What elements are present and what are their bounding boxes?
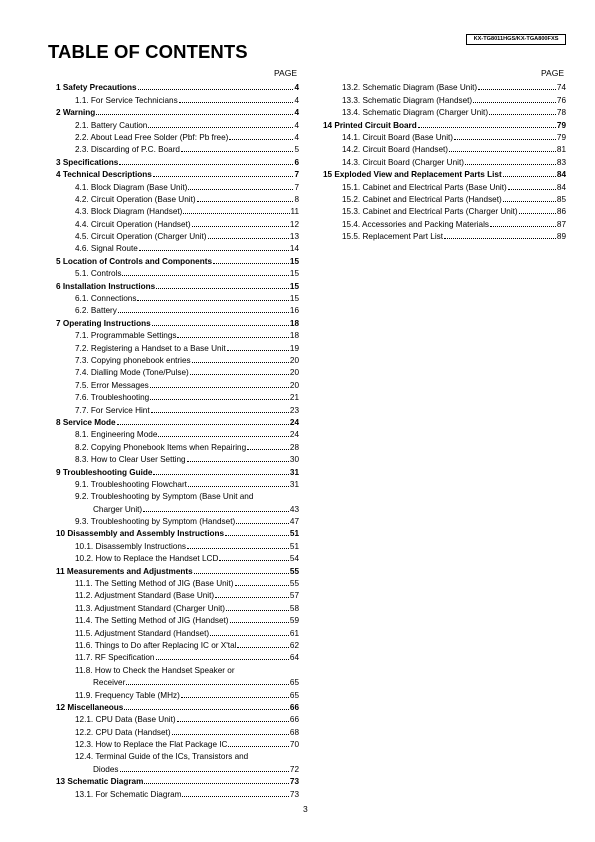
dot-leader [187, 548, 289, 549]
toc-entry-label: Receiver [93, 678, 126, 688]
dot-leader [444, 238, 556, 239]
dot-leader [229, 139, 293, 140]
toc-entry-continuation[interactable] [56, 502, 299, 514]
toc-entry-page: 51 [289, 529, 299, 539]
dot-leader [226, 610, 289, 611]
dot-leader [139, 250, 289, 251]
dot-leader [503, 201, 556, 202]
toc-entry-page: 4 [294, 108, 299, 118]
toc-subsection-entry[interactable] [56, 131, 299, 143]
toc-subsection-entry[interactable] [56, 663, 299, 675]
toc-entry-label: 9.2. Troubleshooting by Symptom (Base Unit and [75, 492, 254, 502]
dot-leader [490, 226, 556, 227]
toc-subsection-entry[interactable] [56, 205, 299, 217]
toc-entry-label: 11.3. Adjustment Standard (Charger Unit) [75, 603, 226, 613]
toc-entry-page: 23 [289, 405, 299, 415]
dot-leader [117, 424, 289, 425]
toc-entry-label: 7.3. Copying phonebook entries [75, 355, 191, 365]
toc-entry-page: 55 [289, 579, 299, 589]
toc-entry-label: 4.2. Circuit Operation (Base Unit) [75, 194, 196, 204]
toc-entry-page: 74 [556, 83, 566, 93]
toc-section-entry[interactable] [323, 118, 566, 130]
dot-leader [153, 474, 288, 475]
toc-subsection-entry[interactable] [323, 106, 566, 118]
toc-section-entry[interactable] [56, 81, 299, 93]
toc-entry-label: 11.8. How to Check the Handset Speaker or [75, 665, 235, 675]
toc-section-entry[interactable] [56, 106, 299, 118]
dot-leader [190, 374, 289, 375]
toc-entry-label: 12.3. How to Replace the Flat Package IC [75, 740, 228, 750]
dot-leader [126, 684, 289, 685]
dot-leader [148, 127, 293, 128]
toc-subsection-entry[interactable] [56, 614, 299, 626]
toc-entry-label: 10.2. How to Replace the Handset LCD [75, 554, 219, 564]
toc-subsection-entry[interactable] [56, 589, 299, 601]
toc-entry-label: 6 Installation Instructions [56, 281, 156, 291]
toc-section-entry[interactable] [56, 254, 299, 266]
toc-entry-page: 73 [289, 777, 299, 787]
toc-entry-label: 13.1. For Schematic Diagram [75, 789, 182, 799]
toc-subsection-entry[interactable] [56, 180, 299, 192]
dot-leader [182, 796, 288, 797]
toc-entry-label: 8.2. Copying Phonebook Items when Repairing [75, 442, 247, 452]
toc-entry-label: Diodes [93, 764, 119, 774]
toc-subsection-entry[interactable] [323, 143, 566, 155]
toc-subsection-entry[interactable] [56, 639, 299, 651]
toc-section-entry[interactable] [56, 168, 299, 180]
toc-entry-label: 5 Location of Controls and Components [56, 256, 213, 266]
dot-leader [503, 176, 556, 177]
toc-entry-page: 64 [289, 653, 299, 663]
page-number: 3 [303, 804, 308, 814]
dot-leader [192, 362, 289, 363]
toc-entry-page: 6 [294, 157, 299, 167]
toc-entry-page: 81 [556, 145, 566, 155]
dot-leader [172, 734, 289, 735]
toc-subsection-entry[interactable] [56, 552, 299, 564]
toc-subsection-entry[interactable] [56, 267, 299, 279]
toc-subsection-entry[interactable] [56, 750, 299, 762]
toc-subsection-entry[interactable] [56, 440, 299, 452]
toc-entry-label: 11.7. RF Specification [75, 653, 155, 663]
toc-entry-label: 3 Specifications [56, 157, 119, 167]
toc-entry-page: 65 [289, 690, 299, 700]
toc-entry-page: 65 [289, 678, 299, 688]
toc-column-left [56, 81, 299, 800]
dot-leader [118, 312, 289, 313]
dot-leader [247, 449, 289, 450]
dot-leader [153, 176, 294, 177]
toc-subsection-entry[interactable] [323, 205, 566, 217]
toc-entry-label: 15.5. Replacement Part List [342, 232, 444, 242]
toc-entry-label: 7.1. Programmable Settings [75, 331, 177, 341]
dot-leader [215, 597, 289, 598]
toc-entry-label: 8 Service Mode [56, 417, 116, 427]
toc-subsection-entry[interactable] [56, 688, 299, 700]
toc-entry-page: 66 [289, 702, 299, 712]
toc-entry-page: 68 [289, 727, 299, 737]
dot-leader [508, 189, 556, 190]
dot-leader [227, 350, 289, 351]
dot-leader [519, 213, 556, 214]
toc-entry-label: 11.4. The Setting Method of JIG (Handset) [75, 616, 229, 626]
toc-entry-page: 16 [289, 306, 299, 316]
toc-entry-page: 78 [556, 108, 566, 118]
toc-subsection-entry[interactable] [56, 292, 299, 304]
dot-leader [119, 164, 293, 165]
toc-entry-page: 61 [289, 628, 299, 638]
dot-leader [137, 300, 288, 301]
toc-section-entry[interactable] [56, 416, 299, 428]
toc-entry-page: 8 [294, 194, 299, 204]
toc-subsection-entry[interactable] [323, 193, 566, 205]
dot-leader [152, 325, 289, 326]
toc-entry-page: 79 [556, 132, 566, 142]
toc-entry-page: 85 [556, 194, 566, 204]
toc-entry-page: 11 [290, 207, 299, 217]
dot-leader [138, 89, 294, 90]
dot-leader [188, 189, 293, 190]
toc-entry-page: 15 [289, 281, 299, 291]
toc-subsection-entry[interactable] [56, 366, 299, 378]
dot-leader [158, 436, 289, 437]
toc-entry-label: 2.3. Discarding of P.C. Board [75, 145, 180, 155]
toc-entry-page: 15 [289, 269, 299, 279]
toc-entry-label: 1.1. For Service Technicians [75, 95, 178, 105]
toc-entry-page: 15 [289, 256, 299, 266]
toc-entry-page: 4 [294, 120, 299, 130]
toc-subsection-entry[interactable] [323, 93, 566, 105]
toc-entry-label: 4.5. Circuit Operation (Charger Unit) [75, 232, 207, 242]
toc-section-entry[interactable] [56, 527, 299, 539]
toc-subsection-entry[interactable] [56, 242, 299, 254]
toc-entry-label: 11.2. Adjustment Standard (Base Unit) [75, 591, 215, 601]
toc-entry-label: 13 Schematic Diagram [56, 777, 144, 787]
toc-entry-page: 30 [289, 455, 299, 465]
toc-entry-label: 4.1. Block Diagram (Base Unit) [75, 182, 188, 192]
toc-entry-page: 87 [556, 219, 566, 229]
toc-entry-page: 51 [289, 541, 299, 551]
dot-leader [187, 461, 289, 462]
toc-subsection-entry[interactable] [323, 217, 566, 229]
dot-leader [235, 585, 289, 586]
toc-entry-page: 84 [556, 170, 566, 180]
toc-entry-label: 2.2. About Lead Free Solder (Pbf: Pb free) [75, 132, 229, 142]
toc-entry-label: 11.6. Things to Do after Replacing IC or X'tal [75, 640, 237, 650]
toc-entry-page: 70 [289, 740, 299, 750]
toc-entry-label: 6.2. Battery [75, 306, 117, 316]
toc-subsection-entry[interactable] [56, 230, 299, 242]
page-title: TABLE OF CONTENTS [48, 41, 248, 62]
toc-entry-page: 84 [556, 182, 566, 192]
toc-entry-page: 12 [289, 219, 299, 229]
toc-entry-page: 76 [556, 95, 566, 105]
dot-leader [478, 89, 556, 90]
toc-subsection-entry[interactable] [56, 490, 299, 502]
toc-entry-label: 7 Operating Instructions [56, 318, 151, 328]
dot-leader [489, 114, 556, 115]
toc-entry-page: 28 [289, 442, 299, 452]
page-column-header-left: PAGE [274, 68, 297, 78]
toc-subsection-entry[interactable] [323, 155, 566, 167]
toc-entry-page: 4 [294, 95, 299, 105]
toc-section-entry[interactable] [56, 316, 299, 328]
toc-subsection-entry[interactable] [56, 539, 299, 551]
toc-entry-page: 86 [556, 207, 566, 217]
toc-subsection-entry[interactable] [56, 626, 299, 638]
toc-entry-label: 10.1. Disassembly Instructions [75, 541, 187, 551]
toc-entry-label: 7.6. Troubleshooting [75, 393, 150, 403]
dot-leader [454, 139, 556, 140]
dot-leader [120, 771, 289, 772]
toc-entry-page: 47 [289, 517, 299, 527]
toc-entry-page: 83 [556, 157, 566, 167]
toc-subsection-entry[interactable] [56, 713, 299, 725]
toc-subsection-entry[interactable] [56, 391, 299, 403]
dot-leader [181, 697, 289, 698]
toc-entry-label: 13.2. Schematic Diagram (Base Unit) [342, 83, 478, 93]
model-number-box: KX-TG8011HGS/KX-TGA800FXS [466, 34, 566, 45]
toc-entry-page: 79 [556, 120, 566, 130]
toc-entry-page: 20 [289, 368, 299, 378]
toc-entry-page: 13 [289, 232, 299, 242]
toc-entry-page: 72 [289, 764, 299, 774]
toc-subsection-entry[interactable] [56, 403, 299, 415]
toc-entry-label: 2.1. Battery Caution [75, 120, 148, 130]
dot-leader [122, 275, 288, 276]
toc-entry-label: 12.2. CPU Data (Handset) [75, 727, 171, 737]
dot-leader [177, 337, 288, 338]
toc-entry-label: 11.5. Adjustment Standard (Handset) [75, 628, 210, 638]
dot-leader [181, 151, 293, 152]
toc-subsection-entry[interactable] [323, 131, 566, 143]
dot-leader [150, 399, 289, 400]
toc-entry-page: 14 [289, 244, 299, 254]
toc-subsection-entry[interactable] [56, 118, 299, 130]
dot-leader [237, 647, 288, 648]
dot-leader [418, 127, 556, 128]
toc-subsection-entry[interactable] [56, 787, 299, 799]
toc-section-entry[interactable] [56, 564, 299, 576]
toc-entry-label: 7.2. Registering a Handset to a Base Unit [75, 343, 226, 353]
dot-leader [177, 721, 289, 722]
toc-entry-page: 19 [289, 343, 299, 353]
toc-entry-label: 11 Measurements and Adjustments [56, 566, 193, 576]
dot-leader [230, 622, 289, 623]
toc-entry-label: 5.1. Controls [75, 269, 122, 279]
dot-leader [150, 387, 289, 388]
toc-entry-page: 57 [289, 591, 299, 601]
dot-leader [194, 573, 289, 574]
toc-subsection-entry[interactable] [56, 725, 299, 737]
toc-entry-label: 4.3. Block Diagram (Handset) [75, 207, 183, 217]
toc-entry-label: 7.7. For Service Hint [75, 405, 150, 415]
toc-entry-label: 13.3. Schematic Diagram (Handset) [342, 95, 473, 105]
toc-entry-label: 10 Disassembly and Assembly Instructions [56, 529, 225, 539]
toc-entry-label: 12 Miscellaneous [56, 702, 124, 712]
dot-leader [208, 238, 289, 239]
toc-entry-page: 21 [289, 393, 299, 403]
toc-section-entry[interactable] [323, 168, 566, 180]
toc-entry-label: 8.3. How to Clear User Setting [75, 455, 186, 465]
toc-subsection-entry[interactable] [56, 515, 299, 527]
toc-entry-page: 43 [289, 504, 299, 514]
toc-entry-page: 66 [289, 715, 299, 725]
toc-entry-page: 4 [294, 83, 299, 93]
toc-subsection-entry[interactable] [56, 341, 299, 353]
toc-entry-page: 15 [289, 294, 299, 304]
toc-entry-label: 14.1. Circuit Board (Base Unit) [342, 132, 454, 142]
toc-subsection-entry[interactable] [56, 354, 299, 366]
toc-subsection-entry[interactable] [56, 738, 299, 750]
toc-subsection-entry[interactable] [56, 601, 299, 613]
toc-subsection-entry[interactable] [56, 378, 299, 390]
toc-entry-page: 58 [289, 603, 299, 613]
toc-subsection-entry[interactable] [56, 93, 299, 105]
dot-leader [144, 783, 289, 784]
toc-entry-label: 4 Technical Descriptions [56, 170, 152, 180]
dot-leader [188, 486, 289, 487]
dot-leader [210, 635, 289, 636]
toc-subsection-entry[interactable] [56, 577, 299, 589]
toc-entry-label: 11.1. The Setting Method of JIG (Base Unit) [75, 579, 234, 589]
page-column-header-right: PAGE [541, 68, 564, 78]
toc-entry-label: 14.3. Circuit Board (Charger Unit) [342, 157, 464, 167]
toc-entry-label: 9 Troubleshooting Guide [56, 467, 153, 477]
toc-entry-page: 59 [289, 616, 299, 626]
toc-entry-page: 7 [294, 182, 299, 192]
toc-subsection-entry[interactable] [56, 478, 299, 490]
toc-subsection-entry[interactable] [56, 651, 299, 663]
toc-subsection-entry[interactable] [56, 304, 299, 316]
toc-entry-page: 55 [289, 566, 299, 576]
toc-entry-label: 12.4. Terminal Guide of the ICs, Transistors and [75, 752, 249, 762]
toc-entry-page: 18 [289, 318, 299, 328]
toc-entry-continuation[interactable] [56, 676, 299, 688]
toc-entry-label: 14 Printed Circuit Board [323, 120, 417, 130]
toc-subsection-entry[interactable] [56, 217, 299, 229]
dot-leader [156, 288, 289, 289]
dot-leader [156, 659, 289, 660]
toc-entry-label: 1 Safety Precautions [56, 83, 137, 93]
toc-entry-label: 9.3. Troubleshooting by Symptom (Handset) [75, 517, 236, 527]
toc-entry-label: 15.4. Accessories and Packing Materials [342, 219, 489, 229]
toc-entry-label: 9.1. Troubleshooting Flowchart [75, 479, 187, 489]
toc-subsection-entry[interactable] [56, 193, 299, 205]
toc-entry-label: 7.4. Dialling Mode (Tone/Pulse) [75, 368, 189, 378]
toc-entry-page: 54 [289, 554, 299, 564]
toc-entry-label: 11.9. Frequency Table (MHz) [75, 690, 180, 700]
toc-entry-page: 24 [289, 417, 299, 427]
toc-entry-page: 18 [289, 331, 299, 341]
toc-entry-page: 7 [294, 170, 299, 180]
dot-leader [183, 213, 289, 214]
toc-entry-label: 6.1. Connections [75, 294, 137, 304]
toc-entry-page: 31 [289, 479, 299, 489]
toc-entry-page: 24 [289, 430, 299, 440]
toc-section-entry[interactable] [56, 279, 299, 291]
dot-leader [151, 412, 289, 413]
toc-entry-label: 4.4. Circuit Operation (Handset) [75, 219, 191, 229]
toc-subsection-entry[interactable] [323, 81, 566, 93]
toc-entry-label: 15.3. Cabinet and Electrical Parts (Charger Unit) [342, 207, 518, 217]
toc-entry-label: 15.2. Cabinet and Electrical Parts (Handset) [342, 194, 502, 204]
dot-leader [219, 560, 289, 561]
toc-entry-page: 89 [556, 232, 566, 242]
dot-leader [179, 102, 294, 103]
dot-leader [96, 114, 293, 115]
dot-leader [213, 263, 289, 264]
toc-entry-label: Charger Unit) [93, 504, 143, 514]
dot-leader [465, 164, 556, 165]
toc-subsection-entry[interactable] [56, 329, 299, 341]
toc-subsection-entry[interactable] [56, 143, 299, 155]
toc-section-entry[interactable] [56, 701, 299, 713]
toc-entry-page: 20 [289, 355, 299, 365]
toc-entry-label: 8.1. Engineering Mode [75, 430, 158, 440]
toc-subsection-entry[interactable] [323, 230, 566, 242]
toc-subsection-entry[interactable] [56, 453, 299, 465]
toc-entry-page: 5 [294, 145, 299, 155]
toc-subsection-entry[interactable] [323, 180, 566, 192]
toc-entry-label: 7.5. Error Messages [75, 380, 149, 390]
toc-section-entry[interactable] [56, 775, 299, 787]
toc-entry-page: 4 [294, 132, 299, 142]
dot-leader [225, 535, 289, 536]
toc-entry-label: 13.4. Schematic Diagram (Charger Unit) [342, 108, 489, 118]
toc-entry-label: 15 Exploded View and Replacement Parts List [323, 170, 502, 180]
toc-column-right [323, 81, 566, 242]
toc-entry-label: 15.1. Cabinet and Electrical Parts (Base Unit) [342, 182, 507, 192]
toc-entry-label: 2 Warning [56, 108, 96, 118]
toc-entry-page: 73 [289, 789, 299, 799]
toc-entry-label: 12.1. CPU Data (Base Unit) [75, 715, 176, 725]
toc-subsection-entry[interactable] [56, 428, 299, 440]
dot-leader [473, 102, 556, 103]
dot-leader [449, 151, 556, 152]
dot-leader [143, 511, 289, 512]
dot-leader [124, 709, 289, 710]
dot-leader [228, 746, 288, 747]
toc-entry-page: 20 [289, 380, 299, 390]
toc-entry-continuation[interactable] [56, 762, 299, 774]
dot-leader [236, 523, 289, 524]
toc-entry-label: 14.2. Circuit Board (Handset) [342, 145, 449, 155]
toc-entry-label: 4.6. Signal Route [75, 244, 138, 254]
toc-entry-page: 62 [289, 640, 299, 650]
toc-section-entry[interactable] [56, 155, 299, 167]
toc-section-entry[interactable] [56, 465, 299, 477]
dot-leader [192, 226, 289, 227]
dot-leader [197, 201, 294, 202]
toc-entry-page: 31 [289, 467, 299, 477]
